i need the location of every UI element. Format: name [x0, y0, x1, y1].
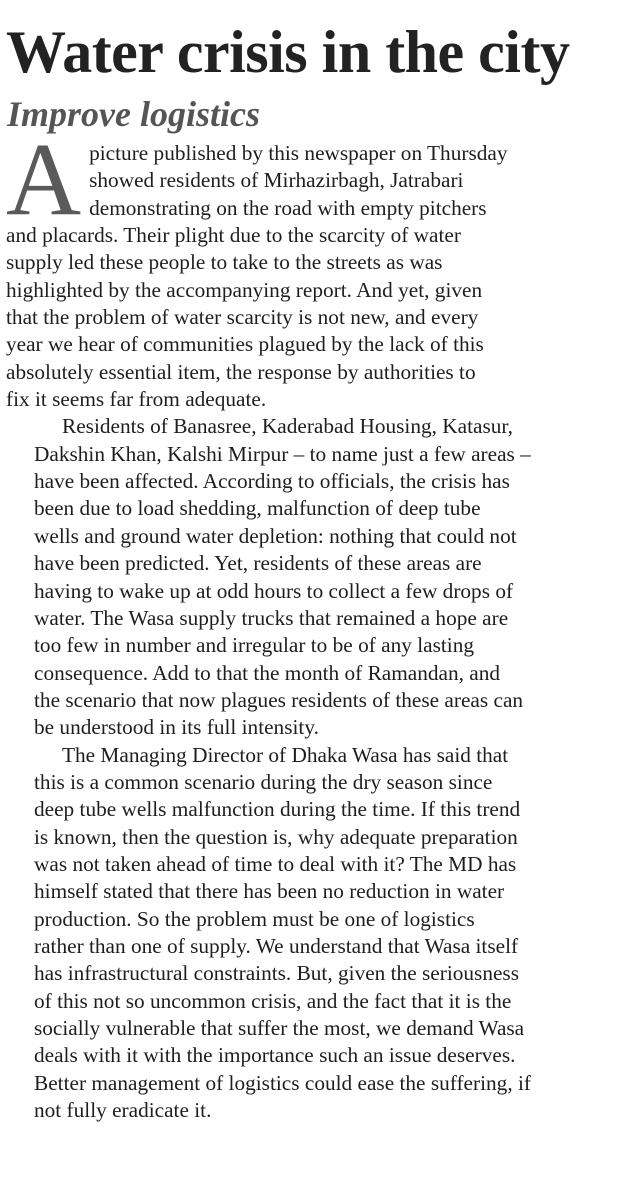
- text-line: fix it seems far from adequate.: [6, 387, 267, 412]
- text-line: wells and ground water depletion: nothing that could not: [34, 523, 517, 548]
- text-line: socially vulnerable that suffer the most, we demand Wasa: [34, 1016, 525, 1040]
- text-line: deals with it with the importance such an issue deserves.: [34, 1043, 516, 1068]
- text-line: have been predicted. Yet, residents of these areas are: [34, 551, 482, 576]
- text-line: water. The Wasa supply trucks that remained a hope are: [34, 605, 509, 630]
- paragraph-3: [6, 742, 600, 1125]
- text-line: absolutely essential item, the response by authorities to: [6, 359, 476, 384]
- text-line: of this not so uncommon crisis, and the fact that it is the: [34, 988, 512, 1013]
- text-line: demonstrating on the road with empty pitchers: [89, 195, 487, 220]
- text-line: picture published by this newspaper on Thursday: [89, 141, 508, 165]
- text-line: not fully eradicate it.: [34, 1098, 212, 1123]
- text-line: and placards. Their plight due to the scarcity of water: [6, 223, 461, 248]
- text-line: year we hear of communities plagued by the lack of this: [6, 332, 484, 357]
- text-line: supply led these people to take to the streets as was: [6, 250, 443, 275]
- text-line: be understood in its full intensity.: [34, 715, 319, 740]
- text-line: has infrastructural constraints. But, given the seriousness: [34, 961, 519, 986]
- drop-cap: A: [6, 122, 82, 237]
- article-body: [6, 122, 600, 1124]
- text-line: the scenario that now plagues residents of these areas can: [34, 687, 524, 712]
- text-line: consequence. Add to that the month of Ramandan, and: [34, 660, 501, 685]
- text-line: was not taken ahead of time to deal with it? The MD has: [34, 851, 517, 876]
- headline: Water crisis in the city: [6, 19, 570, 85]
- text-line: production. So the problem must be one of logistics: [34, 906, 475, 931]
- text-line: Residents of Banasree, Kaderabad Housing, Katasur,: [62, 414, 513, 439]
- text-line: have been affected. According to officials, the crisis has: [34, 469, 510, 494]
- text-line: himself stated that there has been no reduction in water: [34, 879, 505, 904]
- text-line: highlighted by the accompanying report. And yet, given: [6, 277, 483, 302]
- paragraph-1: [6, 122, 600, 413]
- text-line: that the problem of water scarcity is not new, and every: [6, 305, 479, 330]
- paragraph-2: [6, 413, 600, 741]
- editorial-article: [6, 14, 600, 1124]
- text-line: rather than one of supply. We understand that Wasa itself: [34, 933, 519, 958]
- text-line: this is a common scenario during the dry season since: [34, 769, 493, 794]
- subheadline: Improve logistics: [7, 94, 260, 134]
- text-line: is known, then the question is, why adequate preparation: [34, 824, 518, 849]
- text-line: Dakshin Khan, Kalshi Mirpur – to name just a few areas –: [34, 441, 531, 466]
- text-line: too few in number and irregular to be of any lasting: [34, 633, 475, 658]
- text-line: Better management of logistics could ease the suffering, if: [34, 1070, 531, 1095]
- text-line: The Managing Director of Dhaka Wasa has said that: [62, 742, 509, 767]
- text-line: showed residents of Mirhazirbagh, Jatrabari: [89, 168, 464, 193]
- text-line: been due to load shedding, malfunction of deep tube: [34, 496, 481, 521]
- text-line: having to wake up at odd hours to collect a few drops of: [34, 578, 514, 603]
- text-line: deep tube wells malfunction during the time. If this trend: [34, 797, 521, 822]
